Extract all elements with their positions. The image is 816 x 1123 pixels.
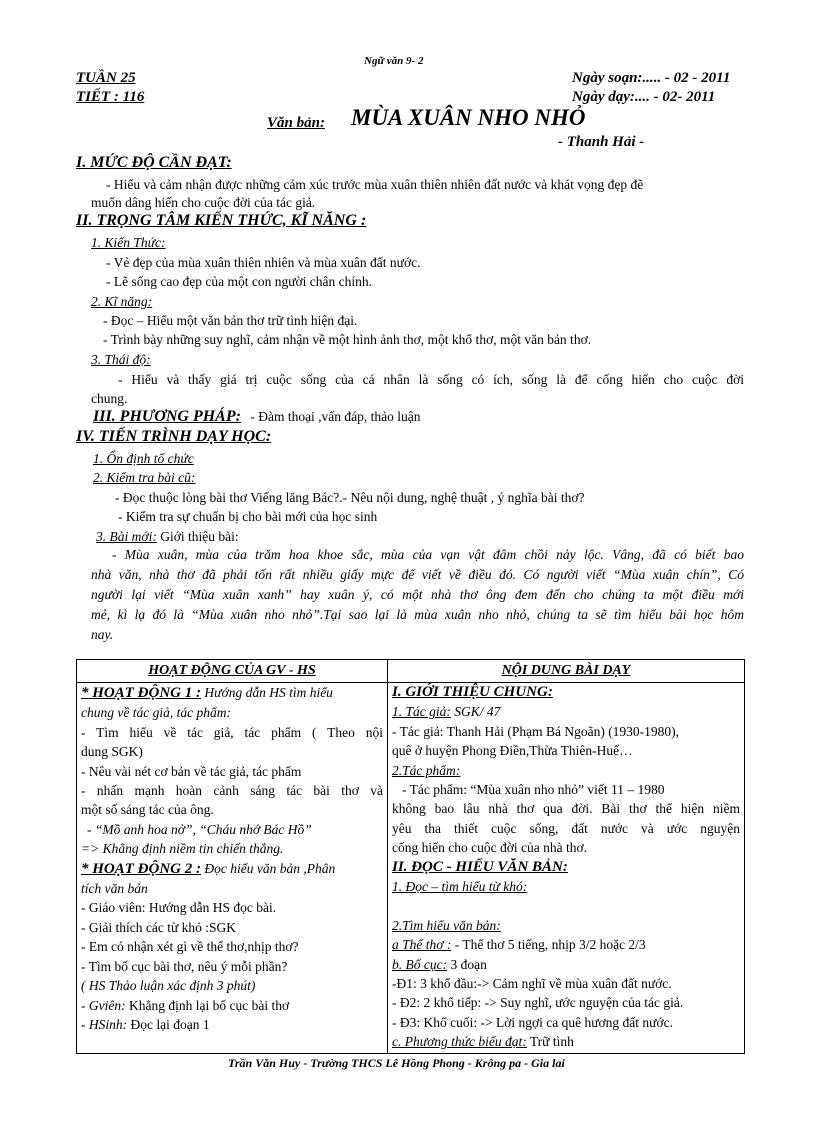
structure-item: - Đ3: Khổ cuối: -> Lời ngợi ca quê hương đất nước. [392,1014,673,1030]
hd2-line: - Giải thích các từ khó :SGK [81,919,237,935]
section1-line: - Hiểu và cảm nhận được những cảm xúc trước mùa xuân thiên nhiên đất nước và khát vọng đẹp đẽ [106,177,644,192]
step1-label: 1. Ổn định tổ chức [93,451,194,466]
hd1-line: một số sáng tác của ông. [81,802,214,818]
section2-heading: II. TRỌNG TÂM KIẾN THỨC, KĨ NĂNG : [76,212,367,229]
work-line: không bao lâu nhà thơ qua đời. Bài thơ thể hiện niềm [392,801,740,817]
skills-label: 2. Kĩ năng: [91,294,153,309]
col1-header: HOẠT ĐỘNG CỦA GV - HS [77,660,388,683]
vocab-label: 1. Đọc – tìm hiểu từ khó: [392,879,528,895]
knowledge-item: - Vẻ đẹp của mùa xuân thiên nhiên và mùa xuân đất nước. [106,255,421,270]
step2-item: - Đọc thuộc lòng bài thơ Viếng lăng Bác?.- Nêu nội dung, nghệ thuật , ý nghĩa bài thơ? [115,490,585,505]
content-cell [388,683,745,1054]
page-title: MÙA XUÂN NHO NHỎ [351,105,586,130]
hd1-line: - Nêu vài nét cơ bản về tác giả, tác phẩm [81,763,302,779]
hd1-conclusion: => Khẳng định niềm tin chiến thắng. [81,841,284,857]
step3 [96,527,239,546]
section1-heading: I. MỨC ĐỘ CẦN ĐẠT: [76,154,232,171]
form-text: - Thể thơ 5 tiếng, nhịp 3/2 hoặc 2/3 [451,937,646,953]
hd2-desc: Đọc hiểu văn bản ,Phân [201,860,336,876]
step3-label: 3. Bài mới: [96,529,157,544]
lesson-table [76,659,745,1054]
structure-item: -Đ1: 3 khổ đầu:-> Cảm nghĩ về mùa xuân đất nước. [392,976,672,992]
intro-line: người lại viết “Mùa xuân xanh” hay xuân ý, có một nhà thơ ông đem đến cho chúng ta một điều mới [91,587,744,602]
structure-item: - Đ2: 2 khổ tiếp: -> Suy nghĩ, ước nguyện của tác giả. [392,995,684,1011]
intro-line: mẻ, kì lạ đó là “Mùa xuân nho nhỏ”.Tại sao lại là mùa xuân nho nhỏ, chúng ta sẽ tìm hiểu bài học hôm [91,607,744,622]
hd2-line: - Giáo viên: Hướng dẫn HS đọc bài. [81,900,277,916]
hd2-line: - Em có nhận xét gì về thể thơ,nhịp thơ? [81,939,299,955]
hd1-label: * HOẠT ĐỘNG 1 : [81,685,201,701]
sec1-heading: I. GIỚI THIỆU CHUNG: [392,684,553,700]
work-line: cống hiến cho cuộc đời của nhà thơ. [392,840,587,856]
gv-text: Khẳng định lại bố cục bài thơ [125,997,290,1013]
attitude-line: chung. [91,391,128,406]
author-ref: SGK/ 47 [450,704,501,720]
week-label: TUẦN 25 [76,70,136,86]
page-footer: Trần Văn Huy - Trường THCS Lê Hồng Phong - Krông pa - Gia lai [228,1056,565,1070]
step2-item: - Kiểm tra sự chuẩn bị cho bài mới của học sinh [118,509,378,524]
title-prefix: Văn bản: [267,115,325,131]
hd2-desc: tích văn bản [81,881,148,897]
hd2-label: * HOẠT ĐỘNG 2 : [81,860,201,877]
hd1-line: - nhấn mạnh hoàn cảnh sáng tác bài thơ và [81,783,383,799]
form-label: a Thể thơ : [392,937,452,953]
section1-line: muốn dâng hiến cho cuộc đời của tác giả. [91,195,316,210]
hd1-desc: chung về tác giả, tác phẩm: [81,705,231,721]
hd1-line: dung SGK) [81,744,143,760]
mode-label: c. Phương thức biểu đạt: [392,1034,527,1050]
knowledge-label: 1. Kiến Thức: [91,235,166,250]
sec2-heading: II. ĐỌC - HIỂU VĂN BẢN: [392,858,568,875]
work-line: yêu tha thiết cuộc sống, đất nước và ước nguyện [392,820,740,836]
section4-heading: IV. TIẾN TRÌNH DẠY HỌC: [76,428,272,445]
knowledge-item: - Lẽ sống cao đẹp của một con người chân chính. [106,274,372,289]
intro-line: - Mùa xuân, mùa của trăm hoa khoe sắc, mùa của vạn vật đâm chồi nảy lộc. Vâng, đã có biết bao [112,547,744,562]
author-line: - Tác giả: Thanh Hải (Phạm Bá Ngoãn) (1930-1980), [392,723,680,739]
intro-line: nay. [91,627,114,642]
col2-header: NỘI DUNG BÀI DẠY [388,660,745,683]
step2-label: 2. Kiểm tra bài cũ: [93,470,196,485]
step3-intro: Giới thiệu bài: [156,529,239,544]
structure-text: 3 đoạn [447,956,487,972]
skills-item: - Trình bày những suy nghĩ, cảm nhận về một hình ảnh thơ, một khổ thơ, một văn bản thơ. [103,332,592,347]
gv-label: - Gviên: [81,997,126,1013]
hd1-works: - “Mồ anh hoa nở”, “Cháu nhớ Bác Hồ” [87,821,312,837]
attitude-line: - Hiểu và thấy giá trị cuộc sống của cá nhân là sống có ích, sống là để cống hiến cho cuộc đời [118,372,744,387]
activities-cell [77,683,388,1054]
work-label: 2.Tác phẩm: [392,762,461,778]
hd1-line: - Tìm hiểu về tác giả, tác phẩm ( Theo nội [81,724,383,740]
section3-heading: III. PHƯƠNG PHÁP: [93,408,241,425]
hs-text: Đọc lại đoạn 1 [127,1016,210,1032]
work-line: - Tác phẩm: “Mùa xuân nho nhỏ” viết 11 – 1980 [402,782,665,798]
hs-label: - HSinh: [81,1016,128,1032]
hd2-line: - Tìm bố cục bài thơ, nêu ý mỗi phần? [81,958,288,974]
intro-line: nhà văn, nhà thơ đã phải tốn rất nhiều giấy mực để viết về điều đó. Có người viết “Mùa xuân chín”, Có [91,567,744,582]
section3-text: - Đàm thoại ,vấn đáp, thảo luận [250,409,421,424]
skills-item: - Đọc – Hiểu một văn bản thơ trữ tình hiện đại. [103,313,358,328]
hd2-discuss: ( HS Thảo luận xác định 3 phút) [81,978,256,994]
intro-paragraph [91,545,744,645]
hd1-desc: Hướng dẫn HS tìm hiểu [201,685,333,700]
date-taught: Ngày dạy:.... - 02- 2011 [572,89,716,105]
running-title: Ngữ văn 9- 2 [364,55,424,67]
analysis-label: 2.Tìm hiểu văn bản: [392,917,501,933]
author-name: - Thanh Hải - [558,134,645,150]
date-prepared: Ngày soạn:..... - 02 - 2011 [572,70,731,86]
attitude-label: 3. Thái độ: [91,352,151,367]
structure-label: b. Bố cục: [392,956,448,972]
section3 [93,407,421,427]
author-label: 1. Tác giả: [392,704,451,720]
mode-text: Trữ tình [526,1034,574,1050]
author-line: quê ở huyện Phong Điền,Thừa Thiên-Huế… [392,743,633,759]
period-label: TIẾT : 116 [76,89,145,105]
